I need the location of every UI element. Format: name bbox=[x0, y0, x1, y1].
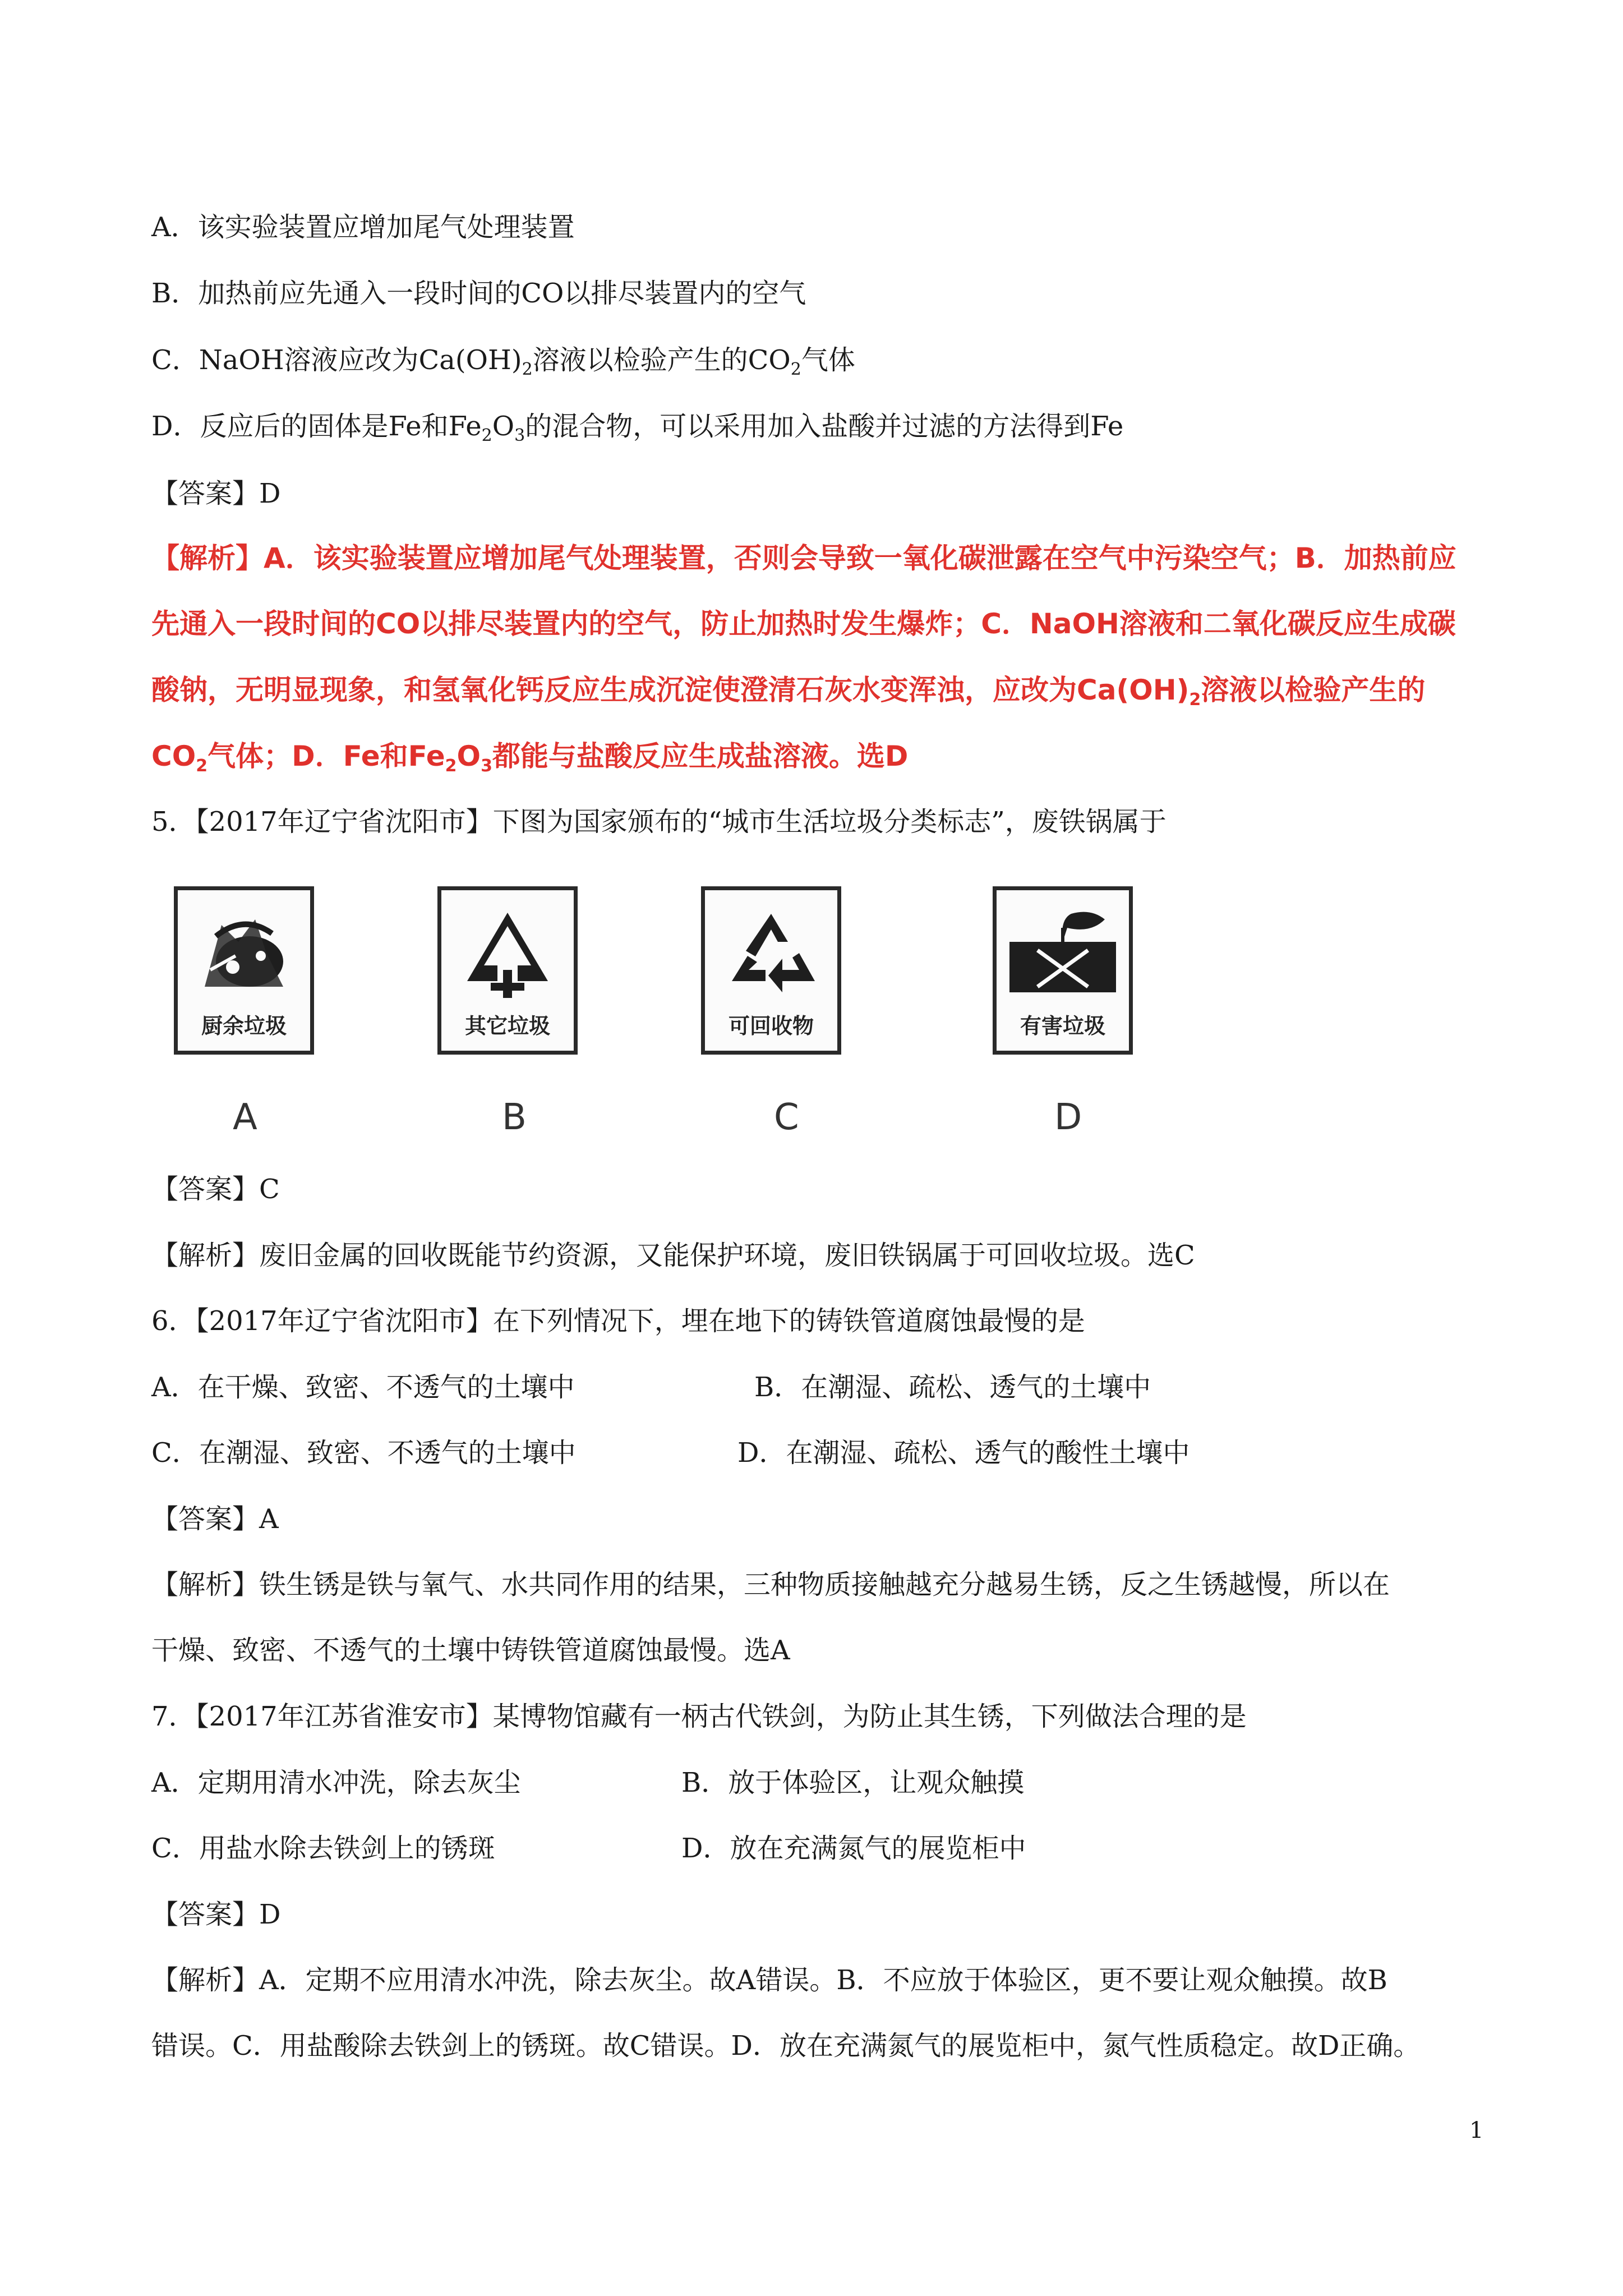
q6-option-d: D．在潮湿、疏松、透气的酸性土壤中 bbox=[737, 1437, 1190, 1469]
q4-answer: 【答案】D bbox=[151, 478, 281, 509]
bin-food-waste bbox=[174, 886, 314, 1055]
q7-option-a: A．定期用清水冲洗，除去灰尘 bbox=[151, 1767, 521, 1798]
q4-option-a: A．该实验装置应增加尾气处理装置 bbox=[151, 211, 575, 243]
q5-stem: 5．【2017年辽宁省沈阳市】下图为国家颁布的“城市生活垃圾分类标志”，废铁锅属于 bbox=[151, 806, 1166, 838]
recycle-icon bbox=[715, 903, 827, 1004]
q4-option-d: D．反应后的固体是Fe和$Fe_2O_3$的混合物，可以采用加入盐酸并过滤的方法得到Fe bbox=[151, 411, 1124, 445]
food-waste-icon bbox=[188, 903, 300, 1004]
q4-analysis-line-1: 【解析】A．该实验装置应增加尾气处理装置，否则会导致一氧化碳泄露在空气中污染空气；B．加热前应 bbox=[151, 542, 1456, 574]
q6-option-c: C．在潮湿、致密、不透气的土壤中 bbox=[151, 1437, 576, 1469]
q5-analysis: 【解析】废旧金属的回收既能节约资源，又能保护环境，废旧铁锅属于可回收垃圾。选C bbox=[151, 1240, 1195, 1271]
bin-other-waste bbox=[437, 886, 578, 1055]
q7-analysis-line-1: 【解析】A．定期不应用清水冲洗，除去灰尘。故A错误。B．不应放于体验区，更不要让观众触摸。故B bbox=[151, 1964, 1387, 1996]
q6-answer: 【答案】A bbox=[151, 1503, 279, 1535]
option-letter-c: C bbox=[774, 1097, 799, 1138]
bin-caption-other: 其它垃圾 bbox=[464, 1013, 550, 1038]
q6-option-a: A．在干燥、致密、不透气的土壤中 bbox=[151, 1372, 575, 1403]
q4-analysis-line-2: 先通入一段时间的CO以排尽装置内的空气，防止加热时发生爆炸；C．NaOH溶液和二氧化碳反应生成碳 bbox=[151, 608, 1456, 640]
q4-analysis-line-4: $CO_2$气体；D．Fe和$Fe_2O_3$都能与盐酸反应生成盐溶液。选D bbox=[151, 740, 909, 776]
q4-option-b: B．加热前应先通入一段时间的CO以排尽装置内的空气 bbox=[151, 278, 806, 309]
q7-stem: 7．【2017年江苏省淮安市】某博物馆藏有一柄古代铁剑，为防止其生锈，下列做法合理的是 bbox=[151, 1701, 1247, 1732]
q6-stem: 6．【2017年辽宁省沈阳市】在下列情况下，埋在地下的铸铁管道腐蚀最慢的是 bbox=[151, 1305, 1085, 1337]
hazardous-waste-icon bbox=[1007, 903, 1119, 1004]
other-waste-icon bbox=[451, 903, 564, 1004]
q4-option-c: C．NaOH溶液应改为$Ca(OH)_2$溶液以检验产生的$CO_2$气体 bbox=[151, 344, 855, 379]
bin-caption-food: 厨余垃圾 bbox=[201, 1013, 287, 1038]
q6-analysis-line-2: 干燥、致密、不透气的土壤中铸铁管道腐蚀最慢。选A bbox=[151, 1635, 790, 1666]
bin-caption-hazardous: 有害垃圾 bbox=[1020, 1013, 1105, 1038]
q6-option-b: B．在潮湿、疏松、透气的土壤中 bbox=[754, 1372, 1151, 1403]
q4-analysis-line-3: 酸钠，无明显现象，和氢氧化钙反应生成沉淀使澄清石灰水变浑浊，应改为$Ca(OH)_2$溶液以检验产生的 bbox=[151, 674, 1426, 710]
option-letter-b: B bbox=[502, 1097, 527, 1138]
bin-caption-recyclable: 可回收物 bbox=[728, 1013, 814, 1038]
q7-option-d: D．放在充满氮气的展览柜中 bbox=[681, 1833, 1026, 1864]
q5-answer: 【答案】C bbox=[151, 1174, 280, 1205]
bin-hazardous bbox=[993, 886, 1133, 1055]
option-letter-a: A bbox=[233, 1097, 257, 1138]
option-letter-d: D bbox=[1054, 1097, 1082, 1138]
page-number: 1 bbox=[1469, 2118, 1484, 2143]
q7-option-c: C．用盐水除去铁剑上的锈斑 bbox=[151, 1833, 495, 1864]
q6-analysis-line-1: 【解析】铁生锈是铁与氧气、水共同作用的结果，三种物质接触越充分越易生锈，反之生锈越慢，所以在 bbox=[151, 1569, 1390, 1600]
bin-recyclable bbox=[701, 886, 841, 1055]
q7-option-b: B．放于体验区，让观众触摸 bbox=[681, 1767, 1025, 1798]
q7-analysis-line-2: 错误。C．用盐酸除去铁剑上的锈斑。故C错误。D．放在充满氮气的展览柜中，氮气性质稳定。故D正确。 bbox=[151, 2030, 1421, 2062]
q7-answer: 【答案】D bbox=[151, 1899, 281, 1930]
